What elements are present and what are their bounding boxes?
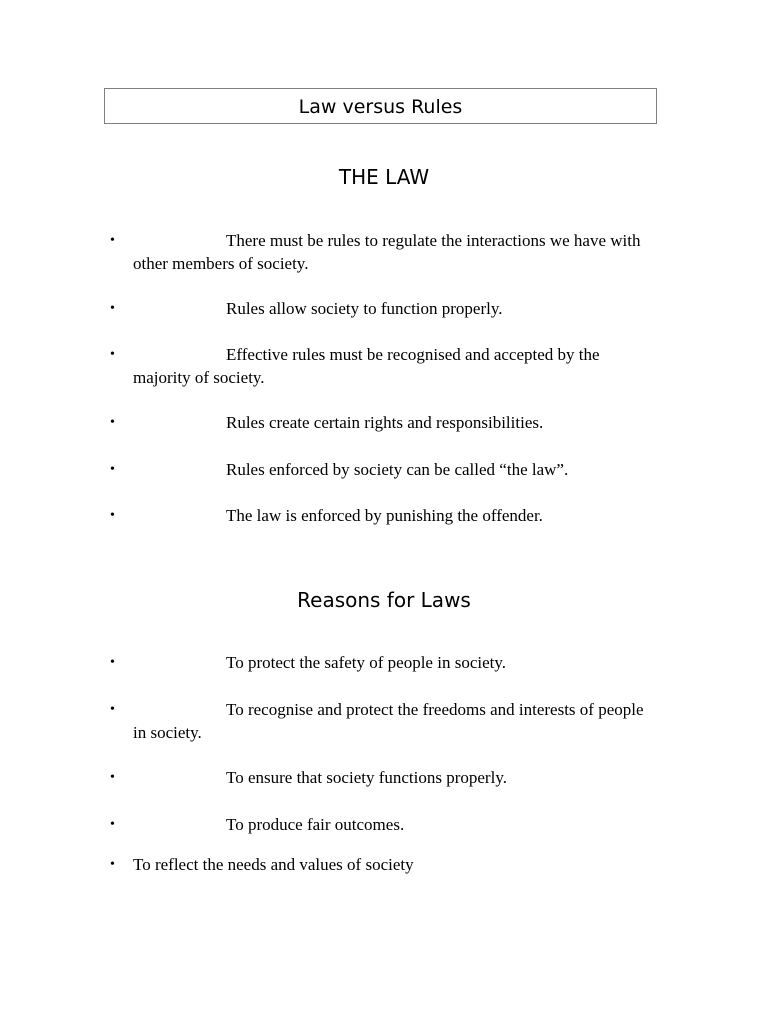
list-item-text: Rules create certain rights and responsibilities. [226, 413, 544, 432]
bullet-icon: • [110, 233, 115, 248]
bullet-icon: • [110, 508, 115, 523]
bullet-icon: • [110, 462, 115, 477]
bullet-icon: • [110, 415, 115, 430]
list-item-text: To recognise and protect the freedoms and interests of people in society. [133, 700, 644, 742]
bullet-icon: • [110, 301, 115, 316]
section-heading-reasons-for-laws: Reasons for Laws [297, 588, 471, 612]
bullet-icon: • [110, 347, 115, 362]
list-item-text: To produce fair outcomes. [226, 815, 405, 834]
list-item-text: Effective rules must be recognised and accepted by the majority of society. [133, 345, 600, 387]
bullet-icon: • [110, 817, 115, 832]
section-heading-the-law: THE LAW [338, 165, 430, 189]
list-item-text: To ensure that society functions properly. [226, 768, 507, 787]
list-item-text: Rules allow society to function properly. [226, 299, 503, 318]
bullet-icon: • [110, 702, 115, 717]
bullet-icon: • [110, 655, 115, 670]
bullet-icon: • [110, 770, 115, 785]
list-item-text: Rules enforced by society can be called “the law”. [226, 460, 569, 479]
document-title: Law versus Rules [104, 88, 657, 124]
list-item-text: The law is enforced by punishing the offender. [226, 506, 543, 525]
list-item-text: There must be rules to regulate the interactions we have with other members of society. [133, 231, 641, 273]
list-item-text: To protect the safety of people in society. [226, 653, 507, 672]
list-item-text: To reflect the needs and values of society [133, 855, 414, 874]
bullet-icon: • [110, 857, 115, 872]
